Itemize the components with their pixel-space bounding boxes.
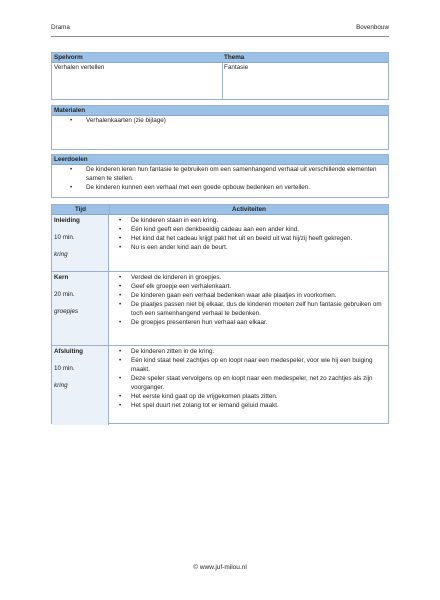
thema-heading: Thema	[222, 53, 388, 63]
activities-cell	[109, 346, 388, 425]
list-item: • Eén kind geeft een denkbeeldig cadeau aan een ander kind.	[109, 225, 388, 234]
activity-row	[52, 272, 388, 346]
footer-copyright: © www.juf-milou.nl	[193, 564, 247, 571]
list-item: • De kinderen kunnen een verhaal met een goede opbouw bedenken en vertellen.	[52, 183, 388, 192]
duration-label: 10 min.	[54, 365, 75, 372]
list-item: • De kinderen gaan een verhaal bedenken waar alle plaatjes in voorkomen.	[109, 291, 388, 300]
phase-label: Afsluiting	[54, 348, 84, 355]
list-item: • Geef elk groepje een verhalenkaart.	[109, 282, 388, 291]
time-cell	[52, 215, 109, 271]
activity-list	[109, 216, 388, 252]
leerdoelen-heading: Leerdoelen	[52, 155, 388, 165]
list-item: • Deze speler staat vervolgens op en loopt naar een medespeler, net zo zachtjes als zijn voorganger.	[109, 374, 388, 392]
list-item: • De kinderen leren hun fantasie te gebruiken om een samenhangend verhaal uit verschillende elementen samen te stellen.	[52, 165, 388, 183]
duration-label: 10 min.	[54, 234, 75, 241]
activities-cell	[109, 215, 388, 271]
activities-header-row	[52, 205, 388, 215]
thema-cell	[222, 53, 388, 99]
activity-row	[52, 346, 388, 425]
header-divider	[51, 36, 389, 37]
activities-rows	[52, 215, 388, 425]
materialen-heading: Materialen	[52, 106, 388, 116]
list-item: • De kinderen staan in een kring.	[109, 216, 388, 225]
grade-label: Bovenbouw	[356, 24, 389, 31]
location-label: kring	[54, 382, 68, 389]
list-item: • De groepjes presenteren hun verhaal aan elkaar.	[109, 318, 388, 327]
leerdoelen-table	[51, 154, 389, 198]
activity-list	[109, 347, 388, 410]
materialen-list	[52, 116, 388, 125]
list-item: • Nu is een ander kind aan de beurt.	[109, 243, 388, 252]
list-item: • Eén kind staat heel zachtjes op en loopt naar een medespeler, voor wie hij een buiging maakt.	[109, 356, 388, 374]
activity-row	[52, 215, 388, 272]
tijd-heading: Tijd	[52, 205, 110, 214]
list-item: • Het eerste kind gaat op de vrijgekomen plaats zitten.	[109, 392, 388, 401]
activiteiten-heading: Activiteiten	[232, 206, 266, 213]
phase-label: Kern	[54, 274, 69, 281]
time-cell	[52, 272, 109, 345]
list-item: • De kinderen zitten in de kring.	[109, 347, 388, 356]
spelvorm-cell	[52, 53, 223, 99]
location-label: kring	[54, 251, 68, 258]
leerdoelen-list	[52, 165, 388, 192]
activity-list	[109, 273, 388, 327]
thema-value: Fantasie	[224, 64, 249, 71]
duration-label: 20 min.	[54, 291, 75, 298]
phase-label: Inleiding	[54, 217, 80, 224]
list-item: • Verhalenkaarten (zie bijlage)	[52, 116, 388, 125]
spelvorm-heading: Spelvorm	[52, 53, 222, 63]
page-header	[51, 24, 389, 36]
spelvorm-thema-table	[51, 52, 389, 100]
list-item: • Het spel duurt net zolang tot er iemand geluid maakt.	[109, 401, 388, 410]
activities-table	[51, 204, 389, 424]
time-cell	[52, 346, 109, 425]
materialen-table	[51, 105, 389, 150]
spelvorm-value: Verhalen vertellen	[54, 64, 105, 71]
location-label: groepjes	[54, 308, 79, 315]
list-item: • De plaatjes passen niet bij elkaar, dus de kinderen moeten zelf hun fantasie gebruiken om toch een samenhangend verhaal te bedenken.	[109, 300, 388, 318]
activities-cell	[109, 272, 388, 345]
subject-label: Drama	[51, 24, 70, 31]
list-item: • Het kind dat het cadeau krijgt pakt het uit en beeld uit wat hij/zij heeft gekregen.	[109, 234, 388, 243]
list-item: • Verdeel de kinderen in groepjes.	[109, 273, 388, 282]
